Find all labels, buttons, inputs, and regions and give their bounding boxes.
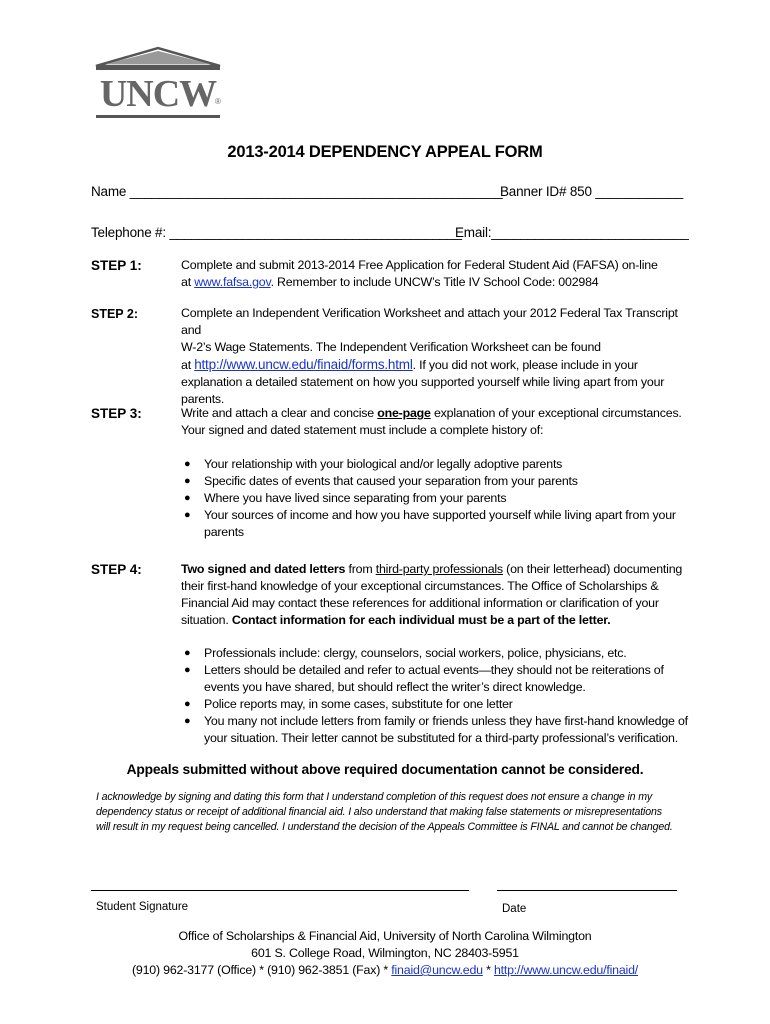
list-item [181,473,701,490]
step4-from: from [345,562,376,576]
two-letters-emphasis: Two signed and dated letters [181,562,346,576]
date-line[interactable] [497,890,677,891]
bullet-icon: ● [184,664,191,676]
step4-label: STEP 4: [91,562,142,577]
step1-line2 [181,274,701,291]
step2-line3 [181,356,701,374]
step4-line4 [181,612,701,629]
step3-bullet-list [181,456,701,541]
list-item [181,713,701,747]
step4-line4-prefix: situation. [181,613,232,627]
list-item-text: You many not include letters from family or friends unless they have first-hand knowledge of your situation. Their letter cannot be substituted for a third-party professional’s verification. [204,714,688,745]
step3-text [181,405,701,439]
student-signature-line[interactable] [91,890,469,891]
footer-address: 601 S. College Road, Wilmington, NC 28403-5951 [251,946,519,960]
list-item-text: Police reports may, in some cases, substitute for one letter [204,697,513,711]
one-page-emphasis: one-page [377,406,431,420]
step2-line3-prefix: at [181,358,195,372]
footer-phone-fax: (910) 962-3177 (Office) * (910) 962-3851 (Fax) * [132,963,392,977]
bullet-icon: ● [184,509,191,521]
list-item [181,490,701,507]
acknowledgement-line: I acknowledge by signing and dating this form that I understand completion of this request does not ensure a change in my [96,791,653,803]
footer-office: Office of Scholarships & Financial Aid, University of North Carolina Wilmington [178,929,592,943]
step3-line2: Your signed and dated statement must include a complete history of: [181,423,544,437]
list-item-text: Professionals include: clergy, counselors, social workers, police, physicians, etc. [204,646,627,660]
step1-line1: Complete and submit 2013-2014 Free Application for Federal Student Aid (FAFSA) on-line [181,258,658,272]
warning-statement: Appeals submitted without above required documentation cannot be considered. [126,762,644,777]
step4-line2: their first-hand knowledge of your exceptional circumstances. The Office of Scholarships & [181,579,659,593]
name-field[interactable]: Name ___________________________________________________ [91,184,503,199]
step4-line3: Financial Aid may contact these references for additional information or clarification of your [181,596,659,610]
list-item-text: Letters should be detailed and refer to actual events—they should not be reiterations of events you have shared, but should reflect the writer’s direct knowledge. [204,663,664,694]
list-item [181,662,701,696]
list-item-text: Where you have lived since separating from your parents [204,491,507,505]
list-item [181,696,701,713]
step4-text [181,561,701,629]
acknowledgement-line: dependency status or receipt of additional financial aid. I also understand that making false statements or misrepresentations [96,806,662,818]
step1-line2-suffix: . Remember to include UNCW’s Title IV School Code: 002984 [270,275,599,289]
logo-text: UNCW [99,73,217,115]
footer-contact [0,962,770,979]
step3-label: STEP 3: [91,406,142,421]
step4-line1 [181,561,701,578]
date-label: Date [502,903,527,915]
email-field[interactable]: Email:___________________________ [455,225,689,240]
step3-line1 [181,405,701,422]
step2-line3-suffix: . If you did not work, please include in your [412,358,638,372]
forms-link[interactable]: http://www.uncw.edu/finaid/forms.html [194,357,413,372]
step2-line4: explanation a detailed statement on how you supported yourself while living apart from your [181,375,665,389]
contact-info-emphasis: Contact information for each individual must be a part of the letter. [231,613,611,627]
banner-id-field[interactable]: Banner ID# 850 ____________ [500,184,684,199]
footer-separator: * [482,963,494,977]
step4-line1-suffix: (on their letterhead) documenting [502,562,683,576]
step2-label: STEP 2: [91,307,139,321]
step2-line2: W-2’s Wage Statements. The Independent Verification Worksheet can be found [181,340,601,354]
list-item-text: Your sources of income and how you have supported yourself while living apart from your parents [204,508,676,539]
step3-line1-suffix: explanation of your exceptional circumstances. [430,406,682,420]
telephone-field[interactable]: Telephone #: ________________________________________ [91,225,462,240]
uncw-logo [92,46,224,124]
bullet-icon: ● [184,492,191,504]
list-item-text: Your relationship with your biological and/or legally adoptive parents [204,457,563,471]
bullet-icon: ● [184,698,191,710]
logo-registered-mark: ® [215,97,221,106]
step1-line2-prefix: at [181,275,195,289]
step2-line5: parents. [181,392,225,406]
bullet-icon: ● [184,647,191,659]
website-link[interactable]: http://www.uncw.edu/finaid/ [493,963,638,977]
third-party-emphasis: third-party professionals [375,562,503,576]
student-signature-label: Student Signature [96,901,189,913]
step4-bullet-list [181,645,701,747]
bullet-icon: ● [184,715,191,727]
list-item [181,456,701,473]
bullet-icon: ● [184,475,191,487]
bullet-icon: ● [184,458,191,470]
list-item-text: Specific dates of events that caused your separation from your parents [204,474,578,488]
acknowledgement-text [96,790,696,835]
step1-text [181,257,701,291]
email-link[interactable]: finaid@uncw.edu [391,963,483,977]
form-title: 2013-2014 DEPENDENCY APPEAL FORM [227,143,543,161]
step2-line1: Complete an Independent Verification Worksheet and attach your 2012 Federal Tax Transcript and [181,306,678,337]
step1-label: STEP 1: [91,258,142,273]
fafsa-link[interactable]: www.fafsa.gov [194,275,271,289]
step2-text [181,305,701,408]
list-item [181,507,701,541]
acknowledgement-line: will result in my request being cancelled. I understand the decision of the Appeals Committee is FINAL and cannot be changed. [96,821,673,833]
step3-line1-prefix: Write and attach a clear and concise [181,406,378,420]
list-item [181,645,701,662]
